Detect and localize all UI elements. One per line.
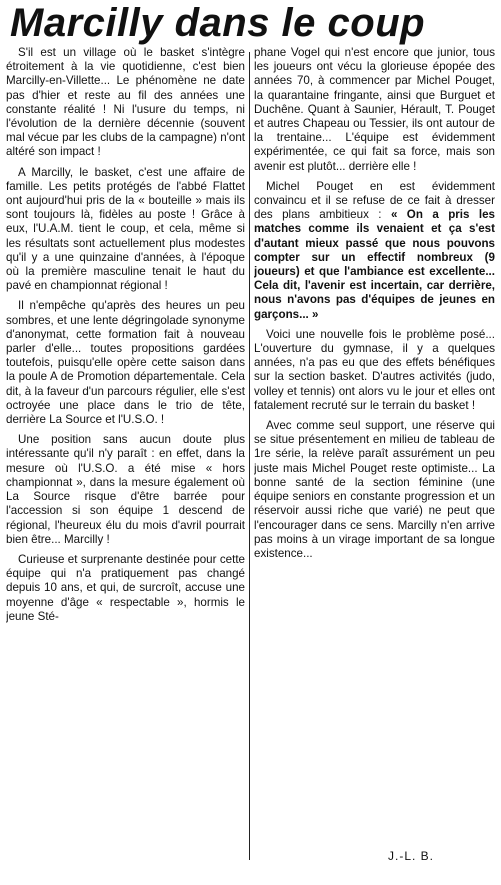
article-column-right xyxy=(254,46,495,876)
article-paragraph: A Marcilly, le basket, c'est une affaire de famille. Les petits protégés de l'abbé Flattet ont aujourd'hui pris de la « bouteille » mais ils sont toujours là, fidèles au poste ! Grâce à eux, l'U.A.M. tient le coup, et cela, même si les résultats sont actuellement plus modestes qu'il y a une quinzaine d'années, à l'époque où la première masculine tenait le haut du pavé en championnat régional ! xyxy=(6,165,245,293)
article-paragraph: Voici une nouvelle fois le problème posé... L'ouverture du gymnase, il y a quelques années, n'a pas eu que des effets bénéfiques sur la section basket. D'autres activités (judo, volley et tennis) ont alors vu le jour et elles ont fatalement recruté sur le terrain du basket ! xyxy=(254,327,495,412)
article-column-left xyxy=(6,46,245,876)
article-paragraph: Curieuse et surprenante destinée pour cette équipe qui n'a pratiquement pas changé depuis 10 ans, et qui, de surcroît, accuse une moyenne d'âge « respectable », hormis le jeune Sté- xyxy=(6,552,245,623)
article-paragraph: Une position sans aucun doute plus intéressante qu'il n'y paraît : en effet, dans la mesure où l'U.S.O. a été mise « hors championnat », dans la mesure également où La Source risque d'être barrée pour l'accession si son équipe 1 descend de régional, l'heureux élu du mois d'avril pourrait bien être... Marcilly ! xyxy=(6,433,245,546)
pouget-quote: « On a pris les matches comme ils venaient et ça s'est d'autant mieux passé que nous pouvons compter sur un effectif nombreux (9 joueurs) et que l'ambiance est excellente... Cela dit, l'avenir est incertain, car derrière, nous n'avons pas d'équipes de jeunes en garçons... » xyxy=(254,208,495,321)
article-title: Marcilly dans le coup xyxy=(10,1,426,45)
quote-intro: Michel Pouget en est évidemment convaincu et il se refuse de ce fait à dresser des plans ambitieux : xyxy=(254,179,495,222)
article-paragraph: Avec comme seul support, une réserve qui se situe présentement en milieu de tableau de 1re série, la relève paraît assurément un peu juste mais Michel Pouget reste optimiste... La bonne santé de la section féminine (une équipe seniors en constante progression et un réservoir aussi riche que varié) ne peut que l'encourager dans ce sens. Marcilly n'en arrive pas moins à un virage important de sa longue existence... xyxy=(254,419,495,560)
column-divider xyxy=(249,52,250,860)
article-paragraph-quote xyxy=(254,180,495,322)
article-paragraph: Il n'empêche qu'après des heures un peu sombres, et une lente dégringolade synonyme d'anonymat, cette formation fait à nouveau parler d'elle... toutes propositions gardées toutefois, puisqu'elle opère cette saison dans la poule A de Promotion départementale. Cela dit, à la faveur d'un parcours régulier, elle s'est octroyée une place dans le trio de tête, derrière La Source et l'U.S.O. ! xyxy=(6,299,245,427)
author-signature: J.-L. B. xyxy=(388,849,435,863)
article-paragraph: phane Vogel qui n'est encore que junior, tous les joueurs ont vécu la glorieuse épopée des années 70, à commencer par Michel Pouget, la quarantaine fringante, ainsi que Burguet et Duchêne. Quant à Saunier, Hérault, T. Pouget et autres Chapeau ou Tessier, ils ont autour de la trentaine... L'équipe est évidemment expérimentée, ce qui fait sa force, mais son avenir est plutôt... derrière elle ! xyxy=(254,46,495,173)
article-paragraph: S'il est un village où le basket s'intègre étroitement à la vie quotidienne, c'est bien Marcilly-en-Villette... Le phénomène ne date pas d'hier et reste au fil des années une constante réalité ! Ni l'usure du temps, ni l'évolution de la dernière décennie (souvent mal vécue par les clubs de la campagne) n'ont altéré son impact ! xyxy=(6,46,245,159)
